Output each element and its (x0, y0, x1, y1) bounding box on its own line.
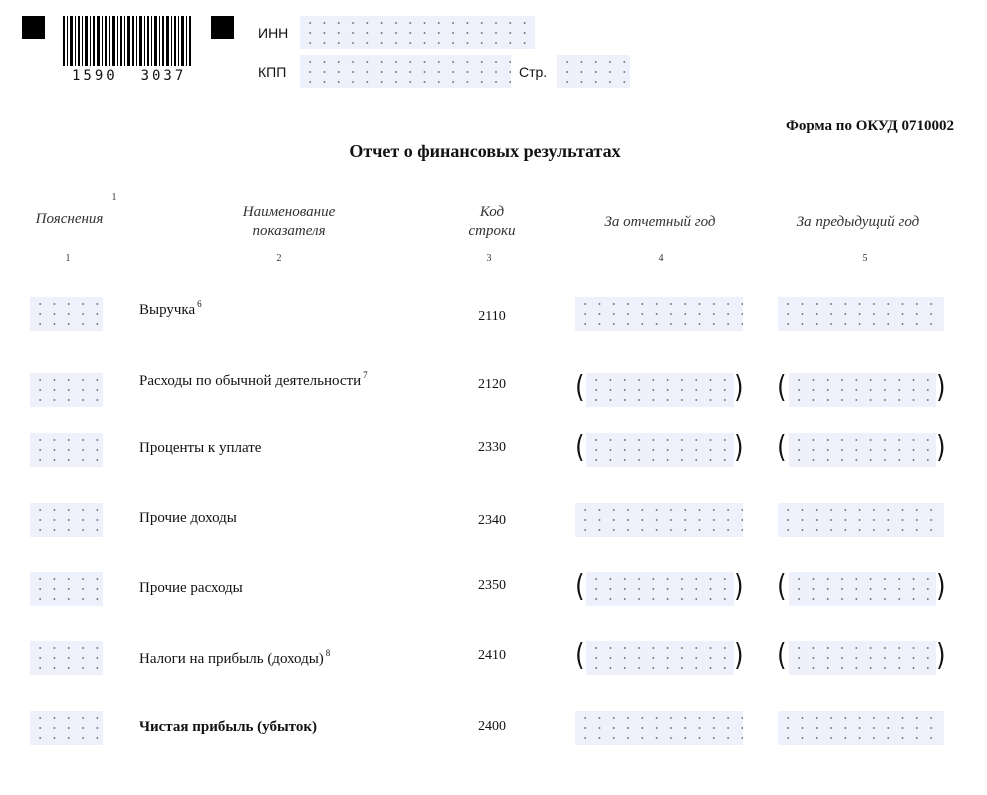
kpp-label: КПП (258, 64, 287, 80)
row-name-ordinary-expenses (139, 370, 368, 390)
column-header-line: строки (468, 223, 516, 239)
row-code: 2340 (478, 513, 506, 528)
column-header-label: За отчетный год (604, 214, 716, 230)
close-paren: ) (734, 569, 744, 604)
row-name-label: Прочие доходы (139, 510, 237, 526)
row-footnote: 8 (325, 648, 331, 658)
close-paren: ) (734, 370, 744, 405)
corner-marker-left (22, 16, 45, 39)
row-footnote: 6 (197, 299, 202, 309)
open-paren: ( (575, 638, 585, 673)
current-year-field[interactable] (586, 572, 734, 606)
column-header-label: Пояснения (35, 211, 104, 227)
row-code: 2350 (478, 578, 506, 593)
column-number: 3 (486, 253, 492, 264)
current-year-field[interactable] (586, 373, 734, 407)
explanation-field[interactable] (30, 641, 103, 675)
barcode-number: 1590 3037 (72, 68, 187, 84)
form-code: Форма по ОКУД 0710002 (785, 118, 954, 134)
current-year-field[interactable] (586, 433, 734, 467)
close-paren: ) (936, 638, 946, 673)
row-name-label: Расходы по обычной деятельности (139, 373, 362, 389)
column-number: 2 (276, 253, 282, 264)
previous-year-field[interactable] (789, 433, 936, 467)
explanation-field[interactable] (30, 572, 103, 606)
row-code: 2110 (478, 309, 506, 324)
explanation-field[interactable] (30, 503, 103, 537)
row-name-label: Выручка (139, 302, 196, 318)
explanation-field[interactable] (30, 711, 103, 745)
row-name-label: Налоги на прибыль (доходы) (139, 651, 324, 667)
column-number: 4 (658, 253, 664, 264)
previous-year-field[interactable] (789, 373, 936, 407)
column-header-explanations (22, 210, 117, 229)
explanation-field[interactable] (30, 373, 103, 407)
column-header-previous-year (773, 213, 943, 232)
barcode (63, 16, 191, 66)
inn-field[interactable] (300, 16, 535, 49)
open-paren: ( (777, 370, 787, 405)
open-paren: ( (777, 638, 787, 673)
current-year-field[interactable] (586, 641, 734, 675)
current-year-field[interactable] (575, 503, 743, 537)
explanation-field[interactable] (30, 297, 103, 331)
column-header-label: За предыдущий год (796, 214, 920, 230)
corner-marker-right (211, 16, 234, 39)
column-header-footnote: 1 (111, 192, 117, 203)
open-paren: ( (575, 370, 585, 405)
open-paren: ( (777, 430, 787, 465)
close-paren: ) (936, 370, 946, 405)
column-number: 5 (862, 253, 868, 264)
row-code: 2400 (478, 719, 506, 734)
column-header-line: Код (479, 204, 505, 220)
row-name-income-tax (139, 648, 330, 668)
previous-year-field[interactable] (789, 572, 936, 606)
row-code: 2120 (478, 377, 506, 392)
row-name-interest-payable (139, 440, 261, 457)
close-paren: ) (936, 430, 946, 465)
column-number: 1 (65, 253, 71, 264)
current-year-field[interactable] (575, 711, 743, 745)
row-footnote: 7 (363, 370, 368, 380)
page-title: Отчет о финансовых результатах (349, 141, 621, 161)
row-code: 2330 (478, 440, 506, 455)
column-header-code (452, 203, 532, 241)
row-name-other-expenses (139, 580, 243, 597)
page-label: Стр. (519, 64, 548, 80)
column-header-line: показателя (252, 223, 326, 239)
close-paren: ) (734, 430, 744, 465)
row-name-label: Чистая прибыль (убыток) (139, 719, 317, 735)
column-header-indicator (209, 203, 369, 241)
close-paren: ) (734, 638, 744, 673)
previous-year-field[interactable] (778, 711, 944, 745)
column-header-line: Наименование (242, 204, 336, 220)
row-name-net-profit (139, 719, 317, 736)
previous-year-field[interactable] (778, 503, 944, 537)
previous-year-field[interactable] (778, 297, 944, 331)
close-paren: ) (936, 569, 946, 604)
current-year-field[interactable] (575, 297, 743, 331)
row-name-revenue (139, 299, 202, 319)
row-name-other-income (139, 510, 237, 527)
column-header-current-year (575, 213, 745, 232)
page-number-field[interactable] (557, 55, 630, 88)
row-name-label: Проценты к уплате (139, 440, 262, 456)
explanation-field[interactable] (30, 433, 103, 467)
open-paren: ( (575, 569, 585, 604)
previous-year-field[interactable] (789, 641, 936, 675)
inn-label: ИНН (258, 25, 289, 41)
row-name-label: Прочие расходы (139, 580, 243, 596)
open-paren: ( (777, 569, 787, 604)
open-paren: ( (575, 430, 585, 465)
row-code: 2410 (478, 648, 506, 663)
kpp-field[interactable] (300, 55, 511, 88)
